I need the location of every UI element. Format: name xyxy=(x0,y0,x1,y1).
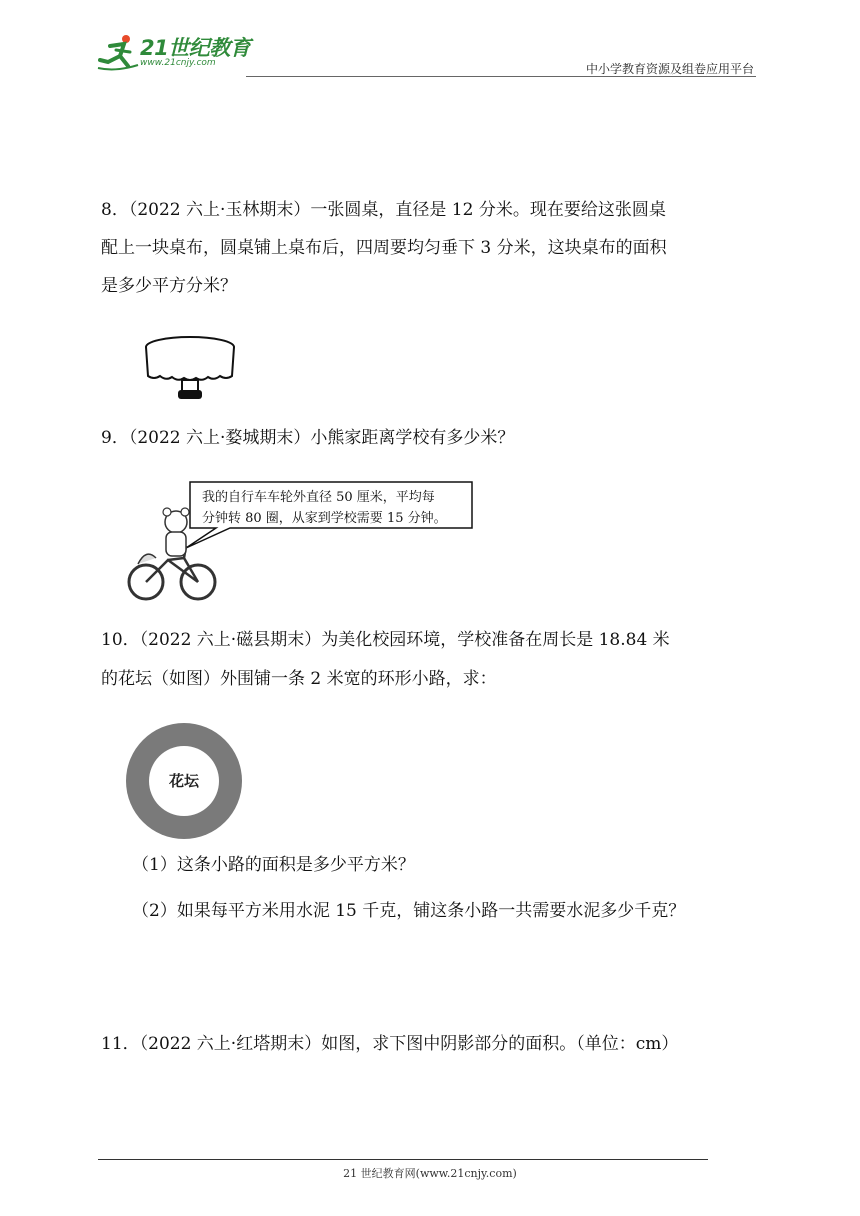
page-header xyxy=(96,30,756,78)
logo-url: www.21cnjy.com xyxy=(140,58,216,68)
flower-bed-label: 花坛 xyxy=(169,772,200,790)
header-tagline: 中小学教育资源及组卷应用平台 xyxy=(585,62,754,76)
sub-question-1: （1）这条小路的面积是多少平方米？ xyxy=(132,855,415,875)
sub-question-2: （2）如果每平方米用水泥 15 千克，铺这条小路一共需要水泥多少千克？ xyxy=(132,901,686,921)
footer-divider xyxy=(98,1159,708,1160)
site-logo xyxy=(96,32,256,72)
header-divider xyxy=(246,76,756,77)
question-11 xyxy=(101,1033,761,1055)
round-table-figure xyxy=(140,334,240,404)
logo-title: 21世纪教育 xyxy=(140,36,251,60)
speech-line: 分钟转 80 圈，从家到学校需要 15 分钟。 xyxy=(202,511,447,526)
question-9 xyxy=(101,427,761,449)
question-line: 10．（2022 六上·磁县期末）为美化校园环境，学校准备在周长是 18.84 米 xyxy=(101,630,670,650)
question-line: 9．（2022 六上·婺城期末）小熊家距离学校有多少米？ xyxy=(101,428,515,448)
question-8 xyxy=(101,199,761,297)
question-line: 8．（2022 六上·玉林期末）一张圆桌，直径是 12 分米。现在要给这张圆桌 xyxy=(101,200,666,220)
footer-text: 21 世纪教育网(www.21cnjy.com) xyxy=(343,1167,517,1180)
speech-bubble-text xyxy=(202,487,447,529)
running-man-icon xyxy=(96,32,140,72)
speech-line: 我的自行车车轮外直径 50 厘米，平均每 xyxy=(202,490,435,505)
question-line: 是多少平方分米？ xyxy=(101,276,237,296)
question-line: 的花坛（如图）外围铺一条 2 米宽的环形小路，求： xyxy=(101,669,497,689)
question-line: 11．（2022 六上·红塔期末）如图，求下图中阴影部分的面积。（单位：cm） xyxy=(101,1034,679,1054)
question-10 xyxy=(101,629,761,690)
question-line: 配上一块桌布，圆桌铺上桌布后，四周要均匀垂下 3 分米，这块桌布的面积 xyxy=(101,238,667,258)
